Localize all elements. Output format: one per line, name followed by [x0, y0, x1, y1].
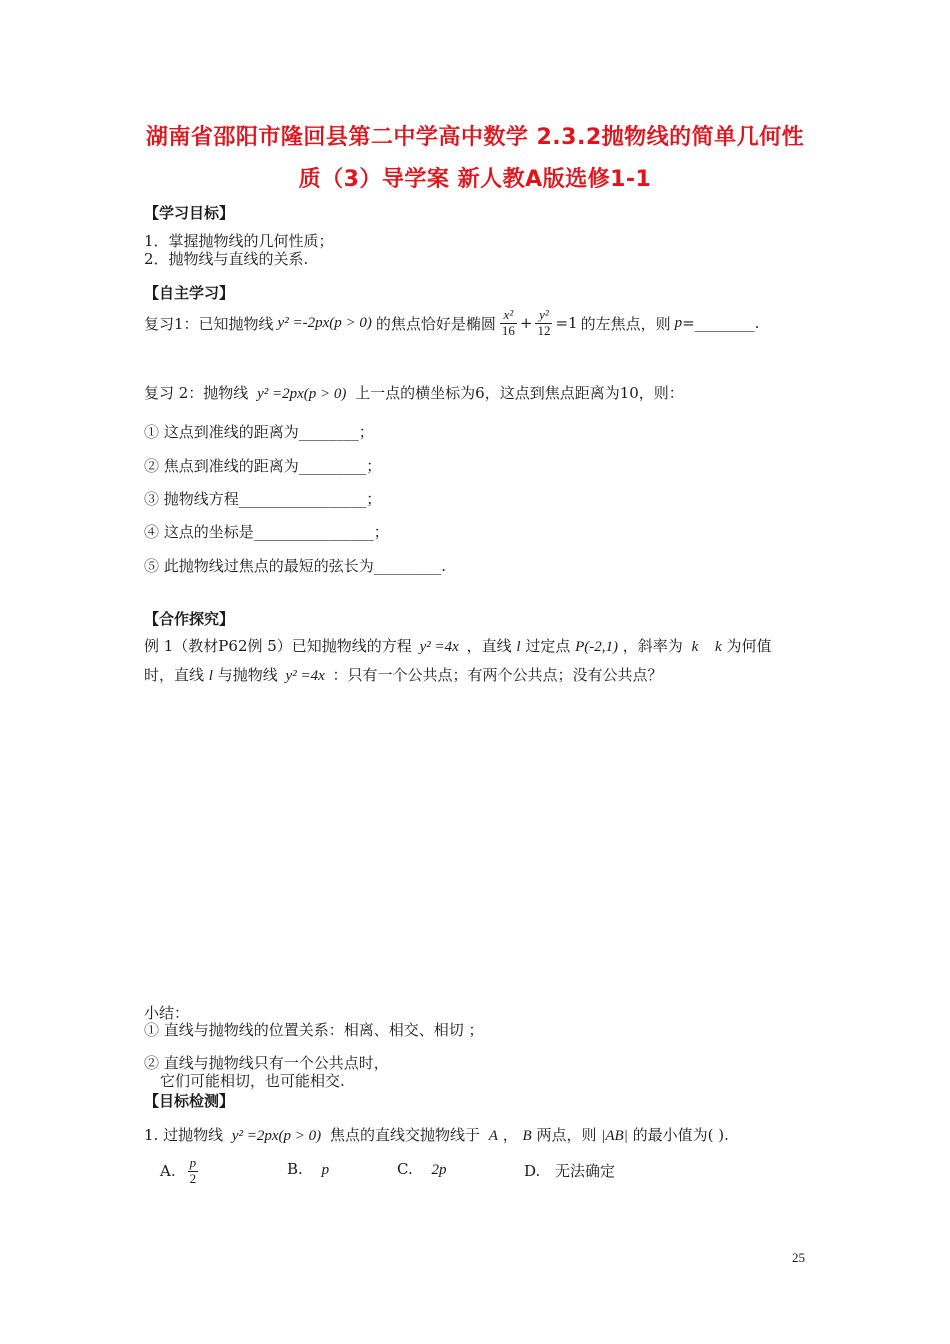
self-study-heading: 【自主学习】: [144, 284, 235, 302]
review-2: [144, 382, 684, 403]
page-number: 25: [792, 1250, 805, 1265]
example-1-line-1: [144, 635, 772, 656]
option-d-value: 无法确定: [555, 1162, 616, 1180]
example-1-line-l: l: [516, 639, 521, 655]
test-question-1: [144, 1124, 729, 1145]
option-a-den: 2: [189, 1170, 197, 1186]
ellipse-fraction-y: [535, 308, 552, 339]
example-1-text-a: 例 1（教材P62例 5）已知抛物线的方程: [144, 637, 412, 655]
option-a-num: p: [189, 1154, 197, 1170]
ellipse-num-y: y²: [535, 308, 552, 324]
question-1: ① 这点到准线的距离为________；: [144, 423, 374, 441]
ellipse-num-x: x²: [500, 308, 517, 324]
example-1-text-h: ：只有一个公共点；有两个公共点；没有公共点？: [332, 666, 663, 684]
example-1-equation: y² =4x: [419, 639, 459, 655]
summary-item-1: ① 直线与抛物线的位置关系：相离、相交、相切 ；: [144, 1021, 484, 1039]
review-1-prefix: 复习1：已知抛物线: [144, 314, 274, 333]
option-c-label: C.: [397, 1160, 413, 1178]
option-a-fraction: [188, 1156, 199, 1187]
option-d-label: D.: [524, 1162, 541, 1180]
review-2-suffix: 上一点的横坐标为6，这点到焦点距离为10，则：: [355, 384, 684, 402]
test-q1-comma: ，: [502, 1126, 518, 1144]
goal-item-1: 1．掌握抛物线的几何性质；: [144, 232, 334, 250]
ellipse-den-12: 12: [537, 322, 551, 338]
review-1-var-p: p: [674, 314, 683, 331]
ellipse-equals: =1: [555, 314, 578, 332]
review-1-middle: 的焦点恰好是椭圆: [375, 314, 496, 333]
review-2-equation: y² =2px(p > 0): [257, 386, 347, 402]
test-q1-ab: |AB|: [601, 1128, 628, 1144]
ellipse-fraction-x: [500, 308, 517, 339]
example-1-text-e: 为何值: [726, 637, 772, 655]
document-title-line-2: 质（3）导学案 新人教A版选修1-1: [298, 167, 652, 192]
example-1-line-l2: l: [208, 668, 213, 684]
option-d: [524, 1160, 615, 1181]
option-c: [397, 1160, 447, 1179]
ellipse-den-16: 16: [501, 322, 515, 338]
question-4: ④ 这点的坐标是________________；: [144, 523, 389, 541]
option-a-label: A.: [160, 1162, 176, 1180]
example-1-text-g: 与抛物线: [217, 666, 278, 684]
summary-label: 小结：: [144, 1004, 190, 1022]
example-1-equation-2: y² =4x: [285, 668, 325, 684]
example-1-text-c: 过定点: [525, 637, 571, 655]
option-b-value: p: [321, 1162, 330, 1178]
review-1-equation: y² =-2px(p > 0): [277, 314, 372, 331]
example-1-text-d: ，斜率为: [622, 637, 683, 655]
example-1-k1: k: [691, 639, 699, 655]
example-1-text-b: ，直线: [466, 637, 512, 655]
test-heading: 【目标检测】: [144, 1092, 235, 1110]
test-q1-point-a: A: [488, 1128, 498, 1144]
review-1-blank: =________.: [682, 314, 760, 332]
test-q1-middle: 焦点的直线交抛物线于: [329, 1126, 480, 1144]
goals-heading: 【学习目标】: [144, 204, 235, 222]
test-q1-middle-2: 两点，则: [536, 1126, 597, 1144]
summary-item-2-line-1: ② 直线与抛物线只有一个公共点时，: [144, 1054, 389, 1072]
review-1-suffix: 的左焦点，则: [580, 314, 671, 333]
document-title-line-1: 湖南省邵阳市隆回县第二中学高中数学 2.3.2抛物线的简单几何性: [145, 125, 805, 150]
summary-item-2-line-2: 它们可能相切，也可能相交.: [160, 1072, 345, 1090]
test-q1-suffix: 的最小值为( ).: [632, 1126, 729, 1144]
question-3: ③ 抛物线方程_________________；: [144, 490, 382, 508]
option-c-value: 2p: [431, 1162, 447, 1178]
review-2-prefix: 复习 2：抛物线: [144, 384, 249, 402]
question-5: ⑤ 此抛物线过焦点的最短的弦长为_________.: [144, 557, 447, 575]
example-1-text-f: 时，直线: [144, 666, 205, 684]
test-q1-point-b: B: [522, 1128, 532, 1144]
goal-item-2: 2．抛物线与直线的关系.: [144, 250, 309, 268]
ellipse-plus: +: [519, 314, 533, 332]
test-q1-equation: y² =2px(p > 0): [231, 1128, 322, 1144]
option-b-label: B.: [287, 1160, 303, 1178]
example-1-point: P(-2,1): [575, 639, 619, 655]
example-1-k2: k: [715, 639, 722, 655]
question-2: ② 焦点到准线的距离为_________；: [144, 457, 382, 475]
explore-heading: 【合作探究】: [144, 610, 235, 628]
test-q1-prefix: 1. 过抛物线: [144, 1126, 224, 1144]
example-1-line-2: [144, 664, 663, 685]
option-a: [160, 1150, 198, 1192]
option-b: [287, 1160, 329, 1179]
review-1: [144, 300, 759, 346]
